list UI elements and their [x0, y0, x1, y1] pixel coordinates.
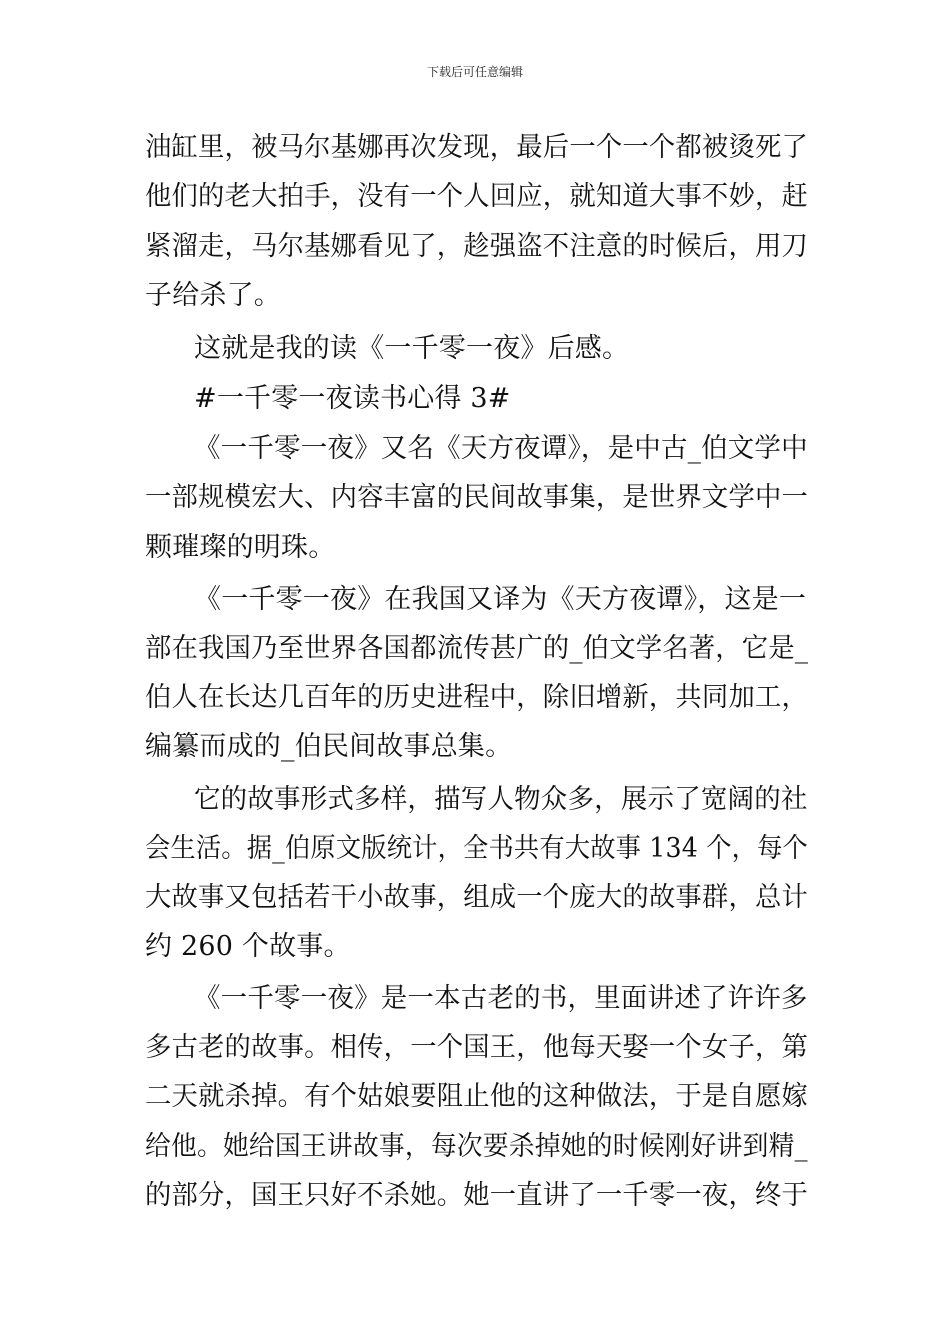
text-line: 编纂而成的_伯民间故事总集。	[145, 731, 513, 762]
text-line: 油缸里，被马尔基娜再次发现，最后一个一个都被烫死了	[145, 132, 808, 163]
text-line: 的部分，国王只好不杀她。她一直讲了一千零一夜，终于	[145, 1180, 808, 1211]
text-line: 伯人在长达几百年的历史进程中，除旧增新，共同加工，	[145, 682, 808, 713]
text-line: 子给杀了。	[145, 280, 281, 311]
text-line: 会生活。据_伯原文版统计，全书共有大故事 134 个，每个	[145, 833, 808, 864]
paragraph-start-line: 这就是我的读《一千零一夜》后感。	[194, 333, 630, 364]
text-line: 他们的老大拍手，没有一个人回应，就知道大事不妙，赶	[145, 181, 808, 212]
page-header: 下载后可任意编辑	[426, 65, 523, 79]
paragraph-start-line: 《一千零一夜》是一本古老的书，里面讲述了许许多	[194, 983, 808, 1014]
text-line: 给他。她给国王讲故事，每次要杀掉她的时候刚好讲到精_	[145, 1131, 808, 1162]
section-heading: #一千零一夜读书心得 3#	[194, 383, 511, 414]
text-line: 紧溜走，马尔基娜看见了，趁强盗不注意的时候后，用刀	[145, 231, 808, 262]
paragraph-start-line: 《一千零一夜》又名《天方夜谭》，是中古_伯文学中	[194, 433, 808, 464]
text-line: 颗璀璨的明珠。	[145, 532, 336, 563]
text-line: 部在我国乃至世界各国都流传甚广的_伯文学名著，它是_	[145, 633, 809, 664]
text-line: 一部规模宏大、内容丰富的民间故事集，是世界文学中一	[145, 482, 808, 513]
text-line: 多古老的故事。相传，一个国王，他每天娶一个女子，第	[145, 1032, 808, 1063]
text-line: 约 260 个故事。	[145, 931, 351, 962]
text-line: 二天就杀掉。有个姑娘要阻止他的这种做法，于是自愿嫁	[145, 1081, 808, 1112]
paragraph-start-line: 《一千零一夜》在我国又译为《天方夜谭》，这是一	[194, 584, 807, 615]
text-line: 大故事又包括若干小故事，组成一个庞大的故事群，总计	[145, 882, 808, 913]
paragraph-start-line: 它的故事形式多样，描写人物众多，展示了宽阔的社	[194, 784, 808, 815]
